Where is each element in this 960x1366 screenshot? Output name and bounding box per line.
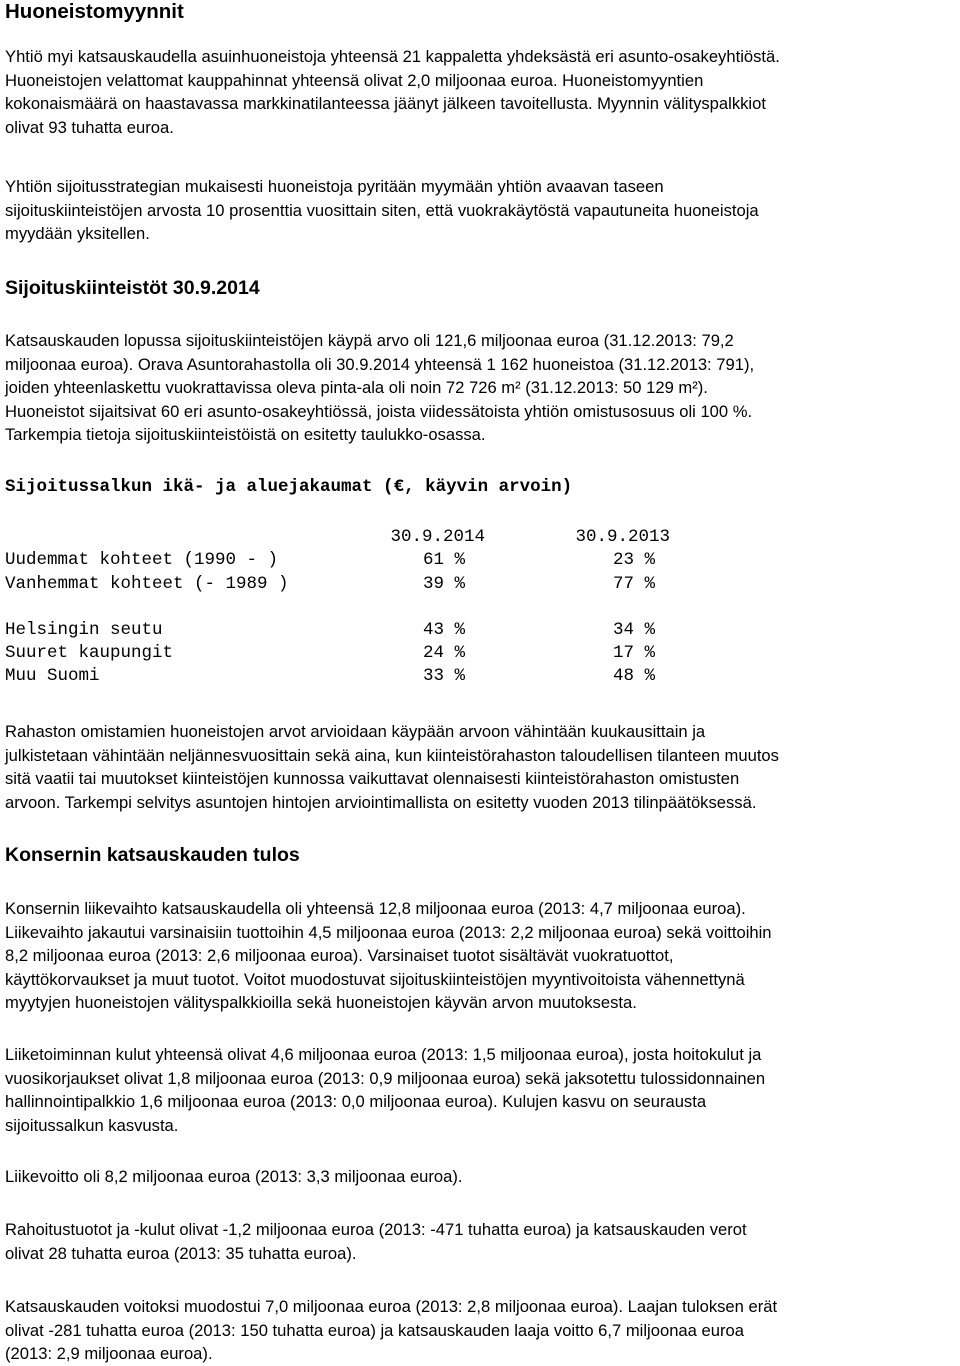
text-line: Konsernin liikevaihto katsauskaudella oli yhteensä 12,8 miljoonaa euroa (2013: 4,7 miljoonaa euroa). bbox=[5, 899, 746, 918]
text-line: Katsauskauden lopussa sijoituskiinteistöjen käypä arvo oli 121,6 miljoonaa euroa (31.12.2013: 79,2 bbox=[5, 331, 734, 350]
table-row bbox=[5, 666, 655, 689]
text-line: myytyjen huoneistojen välityspalkkioilla sekä huoneistojen käyvän arvon muutoksesta. bbox=[5, 993, 637, 1013]
text-line: vuosikorjaukset olivat 1,8 miljoonaa euroa (2013: 0,9 miljoonaa euroa) sekä jaksotettu tulossidonnainen bbox=[5, 1068, 766, 1088]
row-label: Helsingin seutu bbox=[5, 620, 163, 640]
column-header-2013: 30.9.2013 bbox=[575, 527, 670, 547]
heading-konsernin-tulos: Konsernin katsauskauden tulos bbox=[5, 844, 300, 866]
text-line: olivat -281 tuhatta euroa (2013: 150 tuhatta euroa) ja katsauskauden laaja voitto 6,7 miljoonaa euroa bbox=[5, 1320, 744, 1340]
text-line: sitä vaatii tai muutokset kiinteistöjen kunnossa vaikuttavat olennaisesti kiinteistörahaston omistusten bbox=[5, 769, 740, 789]
text-line: myydään yksitellen. bbox=[5, 224, 150, 244]
text-line: 8,2 miljoonaa euroa (2013: 2,6 miljoonaa euroa). Varsinaiset tuotot sisältävät vuokratuottot, bbox=[5, 946, 674, 966]
paragraph-expenses bbox=[5, 1043, 960, 1137]
paragraph-strategy bbox=[5, 175, 960, 246]
text-line: Rahoitustuotot ja -kulut olivat -1,2 miljoonaa euroa (2013: -471 tuhatta euroa) ja katsauskauden verot bbox=[5, 1220, 747, 1239]
table-row bbox=[5, 643, 655, 666]
text-line: Rahaston omistamien huoneistojen arvot arvioidaan käypään arvoon vähintään kuukausittain ja bbox=[5, 722, 706, 741]
paragraph-operating-profit bbox=[5, 1165, 960, 1189]
row-label: Vanhemmat kohteet (- 1989 ) bbox=[5, 574, 289, 594]
text-line: olivat 93 tuhatta euroa. bbox=[5, 117, 174, 137]
paragraph-investment-properties bbox=[5, 329, 960, 447]
text-line: Liikevoitto oli 8,2 miljoonaa euroa (2013: 3,3 miljoonaa euroa). bbox=[5, 1167, 463, 1186]
table-row bbox=[5, 620, 655, 643]
table-header-row bbox=[5, 527, 670, 550]
text-line: Tarkempia tietoja sijoituskiinteistöistä on esitetty taulukko-osassa. bbox=[5, 425, 486, 445]
row-label: Suuret kaupungit bbox=[5, 643, 174, 663]
text-line: Huoneistot sijaitsivat 60 eri asunto-osakeyhtiössä, joista viidessätoista yhtiön omistusosuus oli 100 %. bbox=[5, 401, 753, 421]
text-line: miljoonaa euroa). Orava Asuntorahastolla oli 30.9.2014 yhteensä 1 162 huoneistoa (31.12.2013: 791), bbox=[5, 354, 755, 374]
paragraph-valuation bbox=[5, 720, 960, 814]
text-line: Yhtiö myi katsauskaudella asuinhuoneistoja yhteensä 21 kappaletta yhdeksästä eri asunto-osakeyhtiöstä. bbox=[5, 47, 780, 66]
column-header-2014: 30.9.2014 bbox=[390, 527, 485, 547]
text-line: Katsauskauden voitoksi muodostui 7,0 miljoonaa euroa (2013: 2,8 miljoonaa euroa). Laajan tuloksen erät bbox=[5, 1297, 778, 1316]
text-line: sijoituskiinteistöjen arvosta 10 prosenttia vuosittain siten, että vuokrakäytöstä vapautuneita huoneistoja bbox=[5, 200, 759, 220]
text-line: Liiketoiminnan kulut yhteensä olivat 4,6 miljoonaa euroa (2013: 1,5 miljoonaa euroa), josta hoitokulut ja bbox=[5, 1045, 762, 1064]
text-line: arvoon. Tarkempi selvitys asuntojen hintojen arviointimallista on esitetty vuoden 2013 tilinpäätöksessä. bbox=[5, 792, 757, 812]
cell-2013: 48 % bbox=[612, 666, 655, 686]
text-line: Liikevaihto jakautui varsinaisiin tuottoihin 4,5 miljoonaa euroa (2013: 2,2 miljoonaa euroa) sekä voittoihin bbox=[5, 922, 772, 942]
text-line: olivat 28 tuhatta euroa (2013: 35 tuhatta euroa). bbox=[5, 1243, 357, 1263]
text-line: julkistetaan vähintään neljännesvuosittain sekä aina, kun kiinteistörahaston taloudellisen tilanteen muutos bbox=[5, 745, 779, 765]
cell-2014: 39 % bbox=[422, 574, 465, 594]
cell-2014: 43 % bbox=[422, 620, 465, 640]
heading-sijoituskiinteistot: Sijoituskiinteistöt 30.9.2014 bbox=[5, 277, 260, 299]
paragraph-financing bbox=[5, 1218, 960, 1265]
text-line: hallinnointipalkkio 1,6 miljoonaa euroa (2013: 0,0 miljoonaa euroa). Kulujen kasvu on seurausta bbox=[5, 1092, 707, 1112]
paragraph-revenue bbox=[5, 897, 960, 1015]
text-line: sijoitussalkun kasvusta. bbox=[5, 1115, 179, 1135]
row-label: Muu Suomi bbox=[5, 666, 100, 686]
paragraph-net-profit bbox=[5, 1295, 960, 1366]
cell-2013: 17 % bbox=[612, 643, 655, 663]
text-line: Huoneistojen velattomat kauppahinnat yhteensä olivat 2,0 miljoonaa euroa. Huoneistomyyntien bbox=[5, 70, 704, 90]
table-title: Sijoitussalkun ikä- ja aluejakaumat (€, käyvin arvoin) bbox=[5, 477, 573, 497]
text-line: (2013: 2,9 miljoonaa euroa). bbox=[5, 1344, 213, 1364]
text-line: Yhtiön sijoitusstrategian mukaisesti huoneistoja pyritään myymään yhtiön avaavan taseen bbox=[5, 177, 664, 196]
table-row bbox=[5, 574, 655, 597]
text-line: käyttökorvaukset ja muut tuotot. Voitot muodostuvat sijoituskiinteistöjen myyntivoitoista vähennettynä bbox=[5, 969, 745, 989]
paragraph-sales bbox=[5, 45, 960, 139]
cell-2013: 34 % bbox=[612, 620, 655, 640]
text-line: joiden yhteenlaskettu vuokrattavissa oleva pinta-ala oli noin 72 726 m² (31.12.2013: 50 129 m²). bbox=[5, 378, 708, 398]
cell-2014: 33 % bbox=[422, 666, 465, 686]
cell-2013: 77 % bbox=[612, 574, 655, 594]
cell-2014: 61 % bbox=[422, 550, 465, 570]
text-line: kokonaismäärä on haastavassa markkinatilanteessa jäänyt jälkeen tavoitellusta. Myynnin välityspalkkiot bbox=[5, 94, 766, 114]
cell-2013: 23 % bbox=[612, 550, 655, 570]
table-row bbox=[5, 550, 655, 573]
cell-2014: 24 % bbox=[422, 643, 465, 663]
heading-huoneistomyynnit: Huoneistomyynnit bbox=[5, 0, 184, 23]
row-label: Uudemmat kohteet (1990 - ) bbox=[5, 550, 279, 570]
